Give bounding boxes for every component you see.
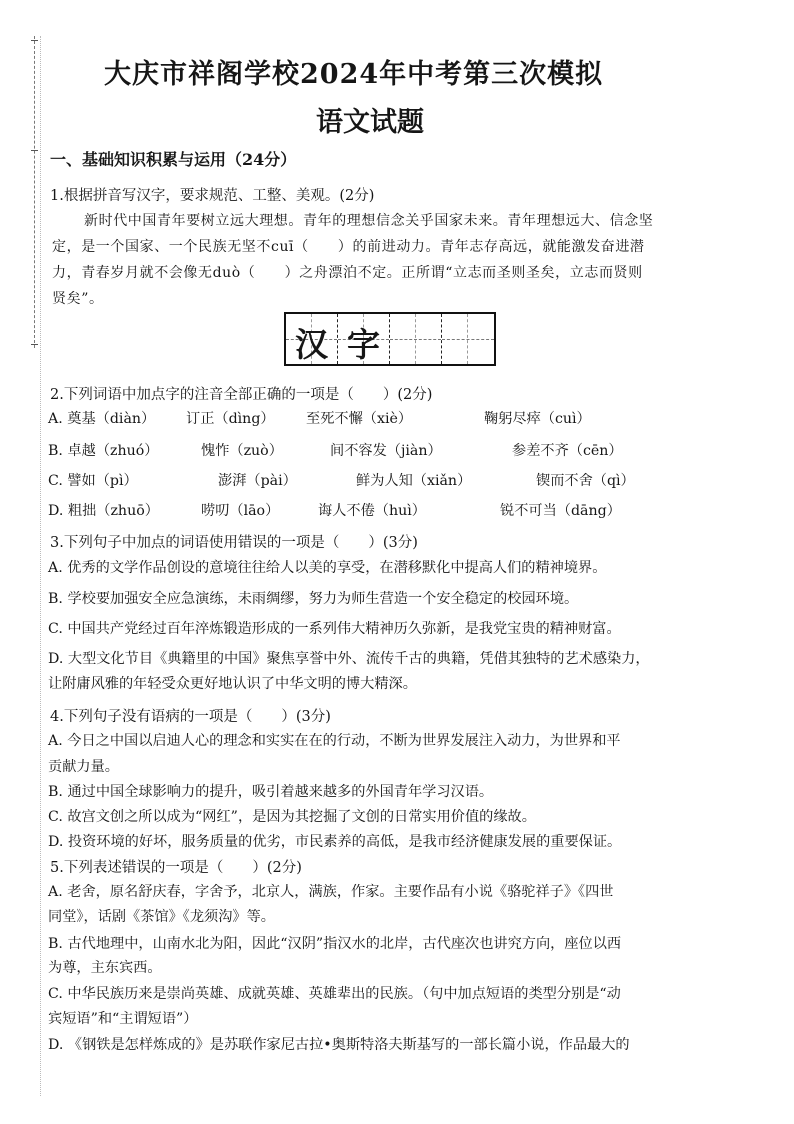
question-1-passage-line: 定，是一个国家、一个民族无坚不cuī（ ）的前进动力。青年志存高远，就能激发奋进潜 bbox=[52, 239, 645, 255]
binding-line bbox=[34, 36, 36, 348]
q3-option-d-cont: 让附庸风雅的年轻受众更好地认识了中华文明的博大精深。 bbox=[48, 676, 417, 692]
q5-option-d: D. 《钢铁是怎样炼成的》是苏联作家尼古拉•奥斯特洛夫斯基写的一部长篇小说，作品最大的 bbox=[48, 1037, 630, 1053]
grid-cell[interactable] bbox=[442, 314, 494, 364]
question-1-passage-line: 新时代中国青年要树立远大理想。青年的理想信念关乎国家未来。青年理想远大、信念坚 bbox=[84, 213, 654, 229]
q2-option-d-1: D. 粗拙（zhuō） bbox=[48, 503, 159, 519]
q5-option-b: B. 古代地理中，山南水北为阳，因此“汉阴”指汉水的北岸，古代座次也讲究方向，座位以西 bbox=[48, 936, 622, 952]
q4-option-c: C. 故宫文创之所以成为“网红”，是因为其挖掘了文创的日常实用价值的缘故。 bbox=[48, 809, 536, 825]
binding-tick bbox=[31, 40, 38, 41]
q2-option-a-4: 鞠躬尽瘁（cuì） bbox=[484, 411, 591, 427]
q4-option-a: A. 今日之中国以启迪人心的理念和实实在在的行动，不断为世界发展注入动力，为世界和平 bbox=[48, 733, 621, 749]
q5-option-a: A. 老舍，原名舒庆春，字舍予，北京人，满族，作家。主要作品有小说《骆驼祥子》《四世 bbox=[48, 884, 614, 900]
q2-option-b-2: 愧怍（zuò） bbox=[201, 443, 283, 459]
q2-option-d-3: 诲人不倦（huì） bbox=[318, 503, 426, 519]
exam-title: 大庆市祥阁学校2024年中考第三次模拟 bbox=[104, 59, 604, 90]
question-2-stem: 2.下列词语中加点字的注音全部正确的一项是（ ）(2分) bbox=[50, 387, 433, 403]
question-3-stem: 3.下列句子中加点的词语使用错误的一项是（ ）(3分) bbox=[50, 535, 418, 551]
q2-option-c-1: C. 譬如（pì） bbox=[48, 473, 138, 489]
q2-option-c-4: 锲而不舍（qì） bbox=[536, 473, 635, 489]
q2-option-a-1: A. 奠基（diàn） bbox=[48, 411, 156, 427]
grid-cell[interactable] bbox=[390, 314, 442, 364]
q3-option-a: A. 优秀的文学作品创设的意境往往给人以美的享受，在潜移默化中提高人们的精神境界。 bbox=[48, 560, 607, 576]
q5-option-c-cont: 宾短语”和“主谓短语”） bbox=[48, 1011, 198, 1027]
q2-option-d-4: 锐不可当（dāng） bbox=[500, 503, 621, 519]
question-1-passage-line: 力，青春岁月就不会像无duò（ ）之舟漂泊不定。正所谓“立志而圣则圣矣，立志而贤则 bbox=[52, 265, 643, 281]
grid-cell[interactable]: 字 bbox=[338, 314, 390, 364]
q4-option-a-cont: 贡献力量。 bbox=[48, 759, 119, 775]
q5-option-b-cont: 为尊，主东宾西。 bbox=[48, 960, 162, 976]
q4-option-b: B. 通过中国全球影响力的提升，吸引着越来越多的外国青年学习汉语。 bbox=[48, 784, 494, 800]
q2-option-c-3: 鲜为人知（xiǎn） bbox=[356, 473, 472, 489]
q3-option-c: C. 中国共产党经过百年淬炼锻造形成的一系列伟大精神历久弥新，是我党宝贵的精神财富。 bbox=[48, 621, 621, 637]
question-1-passage-line: 贤矣”。 bbox=[52, 291, 104, 307]
q3-option-d: D. 大型文化节目《典籍里的中国》聚焦享誉中外、流传千古的典籍，凭借其独特的艺术感染力， bbox=[48, 651, 650, 667]
q3-option-b: B. 学校要加强安全应急演练，未雨绸缪，努力为师生营造一个安全稳定的校园环境。 bbox=[48, 591, 579, 607]
question-1-stem: 1.根据拼音写汉字，要求规范、工整、美观。(2分) bbox=[50, 188, 375, 204]
q2-option-a-3: 至死不懈（xiè） bbox=[306, 411, 413, 427]
binding-tick bbox=[31, 344, 38, 345]
question-5-stem: 5.下列表述错误的一项是（ ）(2分) bbox=[50, 860, 302, 876]
q5-option-c: C. 中华民族历来是崇尚英雄、成就英雄、英雄辈出的民族。（句中加点短语的类型分别是“动 bbox=[48, 986, 621, 1002]
exam-subtitle: 语文试题 bbox=[316, 107, 424, 138]
binding-tick bbox=[31, 150, 38, 151]
q2-option-b-3: 间不容发（jiàn） bbox=[330, 443, 442, 459]
q5-option-a-cont: 同堂》，话剧《茶馆》《龙须沟》等。 bbox=[48, 909, 275, 925]
q2-option-d-2: 唠叨（lāo） bbox=[201, 503, 280, 519]
q2-option-b-4: 参差不齐（cēn） bbox=[512, 443, 623, 459]
section-heading: 一、基础知识积累与运用（24分） bbox=[50, 150, 297, 169]
q2-option-a-2: 订正（dìng） bbox=[186, 411, 275, 427]
margin-line bbox=[40, 36, 42, 1096]
q2-option-c-2: 澎湃（pài） bbox=[218, 473, 297, 489]
q4-option-d: D. 投资环境的好坏，服务质量的优劣，市民素养的高低，是我市经济健康发展的重要保证。 bbox=[48, 834, 622, 850]
grid-cell[interactable]: 汉 bbox=[286, 314, 338, 364]
q2-option-b-1: B. 卓越（zhuó） bbox=[48, 443, 159, 459]
writing-grid[interactable] bbox=[284, 312, 496, 366]
question-4-stem: 4.下列句子没有语病的一项是（ ）(3分) bbox=[50, 709, 331, 725]
